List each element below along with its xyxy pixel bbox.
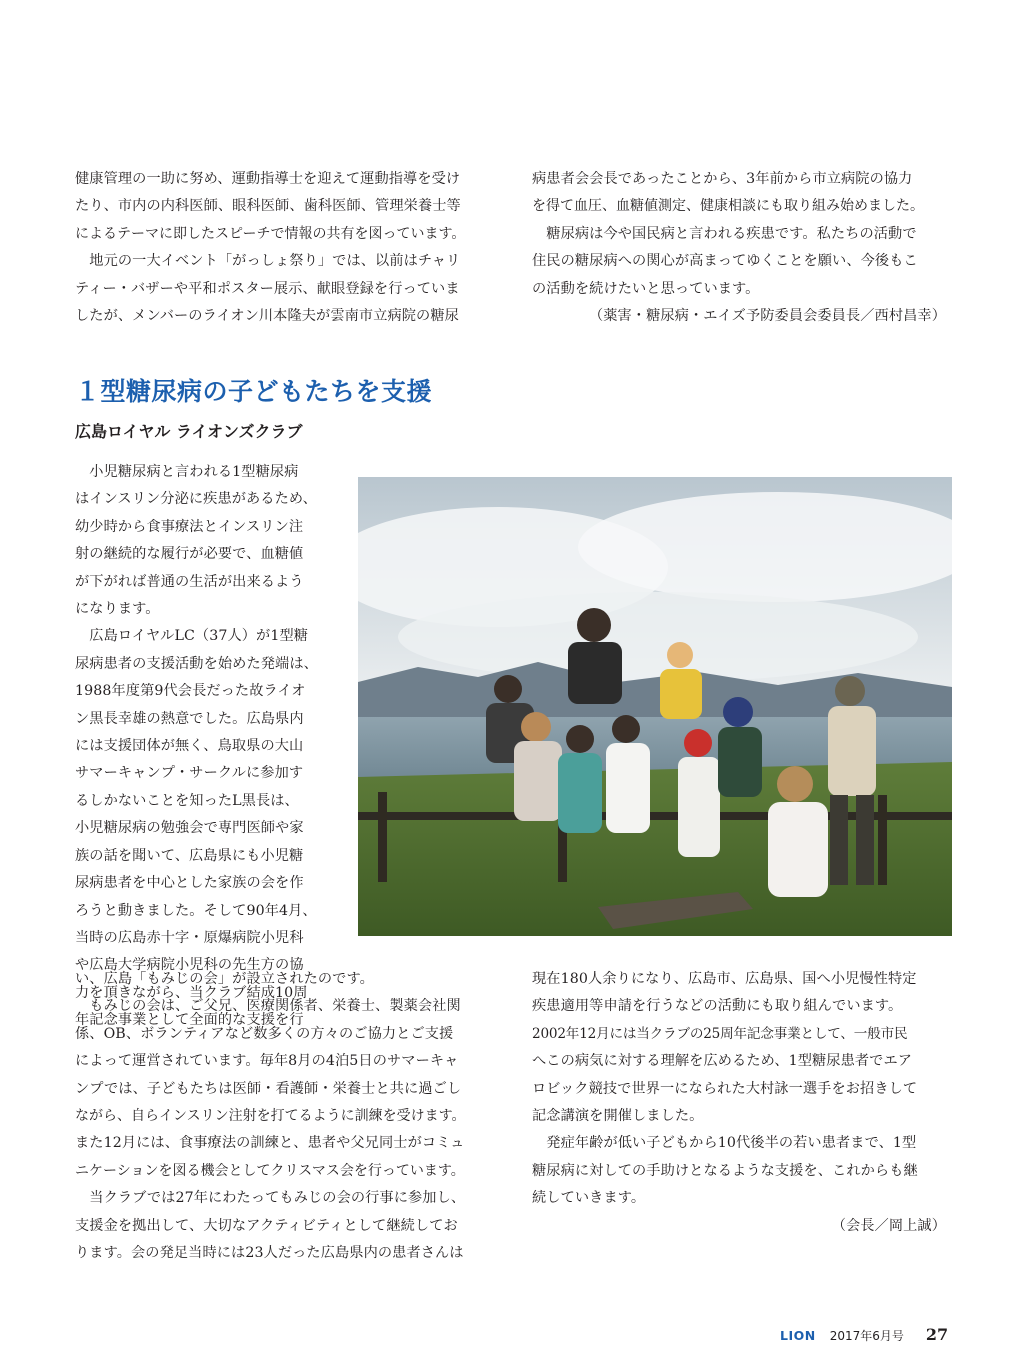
left-bottom-column — [75, 966, 515, 1267]
group-photo — [358, 477, 952, 936]
author-signature: （薬害・糖尿病・エイズ予防委員会委員長／西村昌幸） — [588, 308, 946, 325]
text-line: したが、メンバーのライオン川本隆夫が雲南市立病院の糖尿 — [75, 308, 459, 325]
text-line: ります。会の発足当時には23人だった広島県内の患者さんは — [75, 1245, 464, 1262]
text-line: たり、市内の内科医師、眼科医師、歯科医師、管理栄養士等 — [75, 198, 461, 215]
text-line: が下がれば普通の生活が出来るよう — [75, 573, 304, 590]
author-signature: （会長／岡上誠） — [831, 1217, 946, 1234]
text-line: によって運営されています。毎年8月の4泊5日のサマーキャ — [75, 1053, 459, 1070]
text-line: 記念講演を開催しました。 — [532, 1108, 704, 1125]
section-title: １型糖尿病の子どもたちを支援 — [75, 377, 433, 406]
text-line: はインスリン分泌に疾患があるため、 — [75, 491, 317, 508]
text-line: 族の話を聞いて、広島県にも小児糖 — [75, 847, 304, 864]
text-line: ながら、自らインスリン注射を打てるように訓練を受けます。 — [75, 1108, 466, 1125]
text-line: へこの病気に対する理解を広めるため、1型糖尿患者でエア — [532, 1053, 913, 1070]
right-bottom-column — [532, 966, 952, 1240]
text-line: によるテーマに即したスピーチで情報の共有を図っています。 — [75, 225, 466, 242]
text-line: 幼少時から食事療法とインスリン注 — [75, 518, 304, 535]
text-line: 当クラブでは27年にわたってもみじの会の行事に参加し、 — [75, 1190, 466, 1207]
text-line: サマーキャンプ・サークルに参加す — [75, 765, 304, 782]
text-line: 小児糖尿病と言われる1型糖尿病 — [75, 464, 299, 480]
club-name: 広島ロイヤル ライオンズクラブ — [75, 422, 303, 441]
text-line: 力を頂きながら、当クラブ結成10周 — [75, 984, 308, 1001]
text-line: 糖尿病は今や国民病と言われる疾患です。私たちの活動で — [532, 225, 917, 242]
text-line: 現在180人余りになり、広島市、広島県、国へ小児慢性特定 — [532, 971, 917, 987]
text-line: ニケーションを図る機会としてクリスマス会を行っています。 — [75, 1162, 465, 1179]
text-line: ろうと動きました。そして90年4月、 — [75, 902, 317, 919]
text-line: 支援金を拠出して、大切なアクティビティとして継続してお — [75, 1217, 458, 1234]
text-line: 2002年12月には当クラブの25周年記念事業として、一般市民 — [532, 1025, 908, 1042]
text-line: 住民の糖尿病への関心が高まってゆくことを願い、今後もこ — [532, 253, 918, 270]
text-line: もみじの会は、ご父兄、医療関係者、栄養士、製薬会社関 — [75, 998, 461, 1015]
issue-date: 2017年6月号 — [829, 1329, 904, 1343]
text-line: になります。 — [75, 601, 160, 618]
text-line: ティー・バザーや平和ポスター展示、献眼登録を行っていま — [75, 280, 460, 297]
text-line: 射の継続的な履行が必要で、血糖値 — [75, 546, 304, 563]
text-line: を得て血圧、血糖値測定、健康相談にも取り組み始めました。 — [532, 198, 924, 215]
text-line: 尿病患者の支援活動を始めた発端は、 — [75, 655, 318, 672]
text-line: 広島ロイヤルLC（37人）が1型糖 — [75, 628, 309, 645]
text-line: 地元の一大イベント「がっしょ祭り」では、以前はチャリ — [75, 253, 461, 270]
text-line: 病患者会会長であったことから、3年前から市立病院の協力 — [532, 171, 913, 187]
text-line: 年記念事業として全面的な支援を行 — [75, 1012, 304, 1029]
text-line: 疾患適用等申請を行うなどの活動にも取り組んでいます。 — [532, 998, 903, 1015]
text-line: 健康管理の一助に努め、運動指導士を迎えて運動指導を受け — [75, 171, 461, 187]
magazine-logo: LION — [780, 1328, 816, 1343]
text-line: の活動を続けたいと思っています。 — [532, 280, 760, 297]
top-right-column — [532, 166, 952, 330]
text-line: には支援団体が無く、鳥取県の大山 — [75, 738, 304, 755]
top-left-column — [75, 166, 505, 330]
text-line: 当時の広島赤十字・原爆病院小児科 — [75, 929, 304, 946]
narrow-column — [75, 459, 345, 1035]
text-line: 発症年齢が低い子どもから10代後半の若い患者まで、1型 — [532, 1135, 917, 1152]
text-line: い、広島「もみじの会」が設立されたのです。 — [75, 971, 374, 987]
text-line: るしかないことを知ったL黒長は、 — [75, 792, 299, 809]
text-line: ンプでは、子どもたちは医師・看護師・栄養士と共に過ごし — [75, 1080, 462, 1097]
text-line: 1988年度第9代会長だった故ライオ — [75, 683, 306, 700]
text-line: 糖尿病に対しての手助けとなるような支援を、これからも継 — [532, 1162, 918, 1179]
text-line: ン黒長幸雄の熱意でした。広島県内 — [75, 710, 304, 727]
page-footer — [780, 1325, 948, 1345]
page-number: 27 — [925, 1325, 949, 1344]
text-line: ロビック競技で世界一になられた大村詠一選手をお招きして — [532, 1080, 918, 1097]
text-line: 小児糖尿病の勉強会で専門医師や家 — [75, 820, 304, 837]
text-line: 続していきます。 — [532, 1190, 646, 1207]
text-line: や広島大学病院小児科の先生方の協 — [75, 957, 304, 974]
text-line: また12月には、食事療法の訓練と、患者や父兄同士がコミュ — [75, 1135, 465, 1152]
text-line: 係、OB、ボランティアなど数多くの方々のご協力とご支援 — [75, 1025, 454, 1042]
text-line: 尿病患者を中心とした家族の会を作 — [75, 875, 304, 892]
